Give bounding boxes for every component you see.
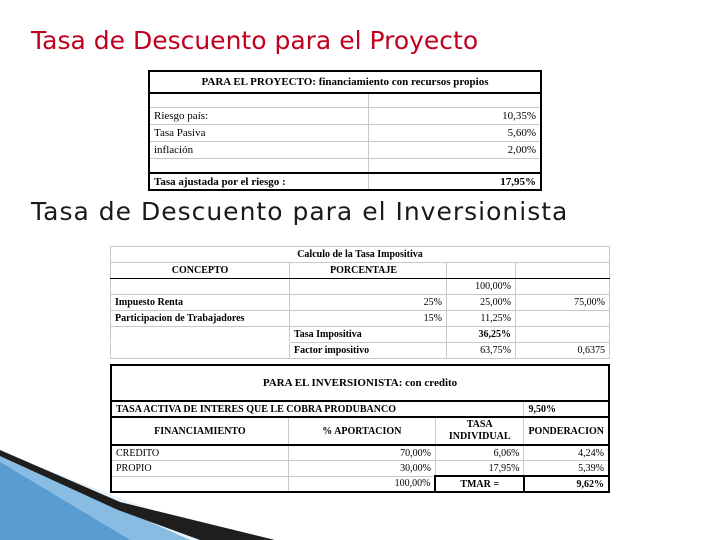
row-remainder: 75,00% xyxy=(516,295,610,311)
row-percent: 25% xyxy=(290,295,447,311)
tmar-value: 9,62% xyxy=(524,476,609,492)
factor-decimal: 0,6375 xyxy=(516,343,610,359)
col-header-financing: FINANCIAMIENTO xyxy=(111,417,288,445)
row-value: 25,00% xyxy=(447,295,516,311)
tax-rate-label: Tasa Impositiva xyxy=(290,327,447,343)
table-row xyxy=(149,173,541,190)
table-row xyxy=(149,71,541,93)
tmar-label: TMAR = xyxy=(435,476,523,492)
table-row xyxy=(111,343,610,359)
row-value: 11,25% xyxy=(447,311,516,327)
table-row xyxy=(149,108,541,125)
table-row xyxy=(111,263,610,279)
row-share: 70,00% xyxy=(288,445,435,461)
row-name: PROPIO xyxy=(111,461,288,477)
empty-cell xyxy=(516,279,610,295)
empty-cell xyxy=(149,93,369,108)
base-value: 100,00% xyxy=(447,279,516,295)
table-row xyxy=(111,365,609,401)
row-label: Participacion de Trabajadores xyxy=(111,311,290,327)
col-header-concept: CONCEPTO xyxy=(111,263,290,279)
table-row xyxy=(111,279,610,295)
page-title-investor: Tasa de Descuento para el Inversionista xyxy=(31,197,569,226)
row-rate: 6,06% xyxy=(435,445,523,461)
bank-rate-value: 9,50% xyxy=(524,401,609,417)
table-row xyxy=(111,327,610,343)
table-row xyxy=(111,247,610,263)
tax-rate-table xyxy=(110,246,610,359)
col-header-rate: TASA INDIVIDUAL xyxy=(435,417,523,445)
empty-cell xyxy=(369,159,542,174)
row-label: Tasa Pasiva xyxy=(149,125,369,142)
col-header-share: % APORTACION xyxy=(288,417,435,445)
row-share: 30,00% xyxy=(288,461,435,477)
empty-cell xyxy=(149,159,369,174)
total-label: Tasa ajustada por el riesgo : xyxy=(149,173,369,190)
col-header-percent: PORCENTAJE xyxy=(290,263,447,279)
factor-value: 63,75% xyxy=(447,343,516,359)
empty-cell xyxy=(516,327,610,343)
col-header-weighted: PONDERACION xyxy=(524,417,609,445)
empty-cell xyxy=(516,263,610,279)
table-row xyxy=(149,93,541,108)
empty-cell xyxy=(369,93,542,108)
table-row xyxy=(149,159,541,174)
empty-cell xyxy=(111,327,290,343)
page-title-project: Tasa de Descuento para el Proyecto xyxy=(31,26,479,55)
row-name: CREDITO xyxy=(111,445,288,461)
table-row xyxy=(111,311,610,327)
empty-cell xyxy=(290,279,447,295)
factor-label: Factor impositivo xyxy=(290,343,447,359)
row-value: 5,60% xyxy=(369,125,542,142)
table-row xyxy=(111,401,609,417)
total-share: 100,00% xyxy=(288,476,435,492)
row-percent: 15% xyxy=(290,311,447,327)
row-weighted: 5,39% xyxy=(524,461,609,477)
total-value: 17,95% xyxy=(369,173,542,190)
table-row xyxy=(149,142,541,159)
table-row xyxy=(149,125,541,142)
project-table-header: PARA EL PROYECTO: financiamiento con recursos propios xyxy=(149,71,541,93)
empty-cell xyxy=(516,311,610,327)
bank-rate-label: TASA ACTIVA DE INTERES QUE LE COBRA PRODUBANCO xyxy=(111,401,524,417)
slide-decoration xyxy=(0,440,300,540)
row-label: Riesgo país: xyxy=(149,108,369,125)
row-weighted: 4,24% xyxy=(524,445,609,461)
row-value: 2,00% xyxy=(369,142,542,159)
project-rate-table xyxy=(148,70,542,191)
empty-cell xyxy=(111,279,290,295)
empty-cell xyxy=(111,343,290,359)
row-rate: 17,95% xyxy=(435,461,523,477)
investor-table-header: PARA EL INVERSIONISTA: con credito xyxy=(111,365,609,401)
tax-table-title: Calculo de la Tasa Impositiva xyxy=(111,247,610,263)
table-row xyxy=(111,295,610,311)
row-value: 10,35% xyxy=(369,108,542,125)
tax-rate-value: 36,25% xyxy=(447,327,516,343)
row-label: inflación xyxy=(149,142,369,159)
row-label: Impuesto Renta xyxy=(111,295,290,311)
empty-cell xyxy=(447,263,516,279)
